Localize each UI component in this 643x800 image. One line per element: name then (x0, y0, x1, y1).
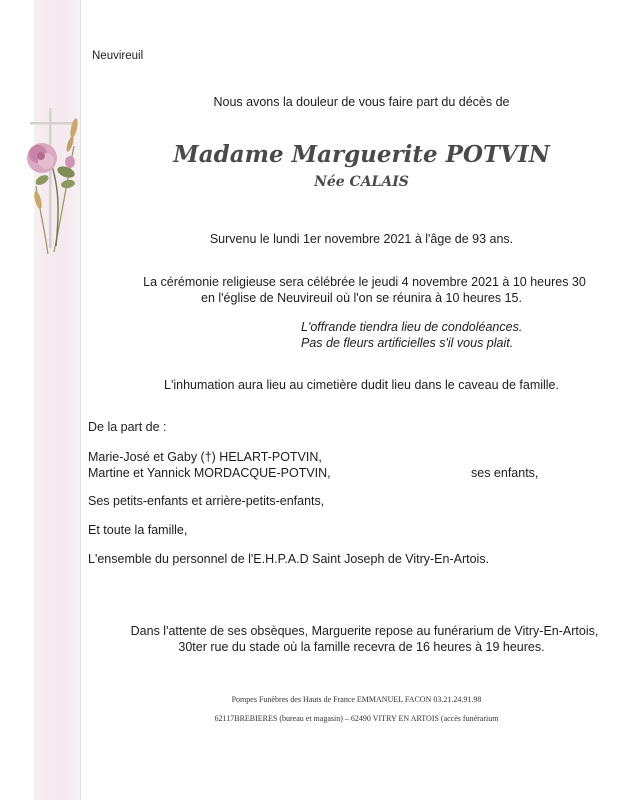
funerarium-line-2: 30ter rue du stade où la famille recevra de 16 heures à 19 heures. (178, 640, 545, 654)
burial-notice: L'inhumation aura lieu au cimetière dudit lieu dans le caveau de famille. (164, 378, 559, 392)
children-line-2: Martine et Yannick MORDACQUE-POTVIN, (88, 466, 331, 480)
offering-line-2: Pas de fleurs artificielles s'il vous plait. (301, 336, 514, 350)
whole-family-line: Et toute la famille, (88, 523, 188, 537)
offering-line-1: L'offrande tiendra lieu de condoléances. (301, 320, 523, 334)
deceased-name: Madame Marguerite POTVIN (173, 141, 550, 168)
funeral-home-line-2: 62117BREBIERES (bureau et magasin) – 62490 VITRY EN ARTOIS (accès funérarium (214, 714, 499, 723)
funeral-home-line-1: Pompes Funèbres des Hauts de France EMMANUEL FACON 03.21.24.91.98 (231, 695, 482, 704)
place-name: Neuvireuil (92, 50, 144, 62)
staff-line: L'ensemble du personnel de l'E.H.P.A.D Saint Joseph de Vitry-En-Artois. (88, 552, 490, 566)
announcement-intro: Nous avons la douleur de vous faire part du décès de (213, 95, 510, 109)
children-role: ses enfants, (471, 466, 539, 480)
ceremony-line-2: en l'église de Neuvireuil où l'on se réunira à 10 heures 15. (201, 291, 522, 305)
death-notice: Survenu le lundi 1er novembre 2021 à l'âge de 93 ans. (209, 232, 514, 246)
children-line-1: Marie-José et Gaby (†) HELART-POTVIN, (88, 450, 322, 464)
funerarium-line-1: Dans l'attente de ses obsèques, Marguerite repose au funérarium de Vitry-En-Artois, (130, 624, 599, 638)
family-intro: De la part de : (88, 420, 167, 434)
ceremony-line-1: La cérémonie religieuse sera célébrée le jeudi 4 novembre 2021 à 10 heures 30 (143, 275, 586, 289)
grandchildren-line: Ses petits-enfants et arrière-petits-enfants, (88, 494, 325, 508)
maiden-name: Née CALAIS (314, 174, 409, 190)
